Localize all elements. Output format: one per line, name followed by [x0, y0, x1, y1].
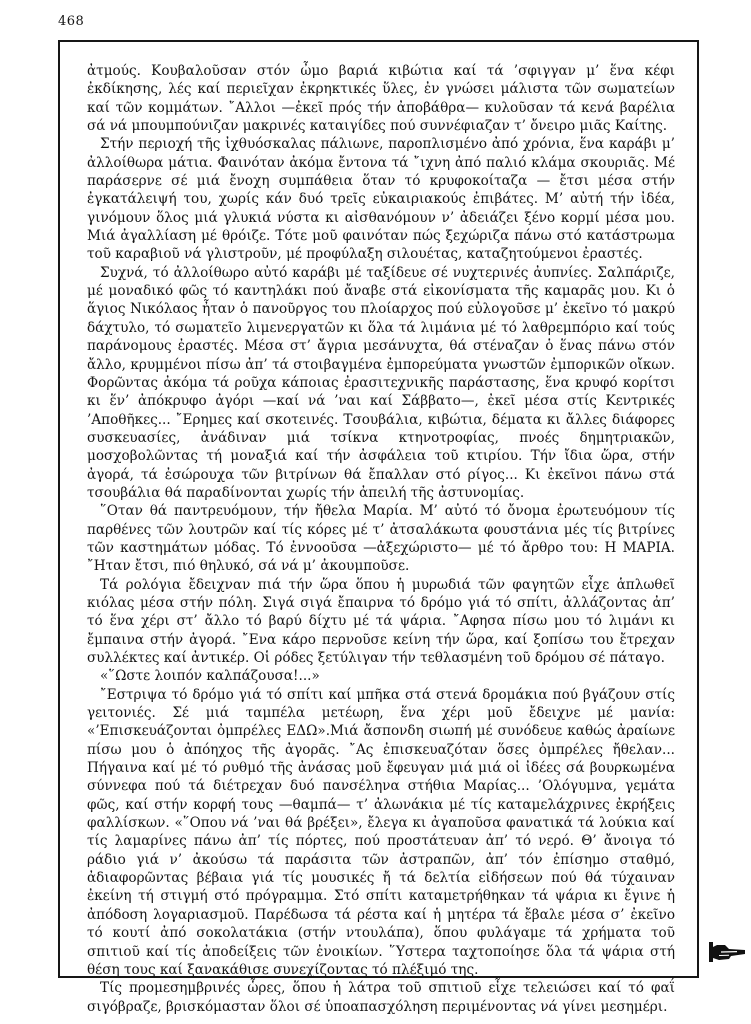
paragraph-8: Τίς προμεσημβρινές ὧρες, ὅπου ἡ λάτρα τοῦ σπιτιοῦ εἶχε τελειώσει καί τό φαΐ σιγόβραζε, βρισκόμασταν ὅλοι σέ ὑποαπασχόληση περιμένοντας νά γίνει μεσημέρι. [87, 980, 675, 1015]
paragraph-2: Στήν περιοχή τῆς ἰχθυόσκαλας πάλιωνε, παροπλισμένο ἀπό χρόνια, ἕνα καράβι μ’ ἀλλοίθωρα μάτια. Φαινόταν ἀκόμα ἔντονα τά ῎ιχνη ἀπό παλιό κλάμα σκουριᾶς. Μέ παράσερνε σέ μιά ἔνοχη συμπάθεια ὅταν τό κρυφοκοίταζα — ἔτσι μέσα στήν ἐγκατάλειψή του, χωρίς κάν δυό τρεῖς εὐκαιριακούς ἐπιβάτες. Μ’ αὐτή τήν ἰδέα, γινόμουν ὅλος μιά γλυκιά νύστα κι αἰσθανόμουν ν’ ἀδειάζει ξένο κορμί μέσα μου. Μιά ἀγαλλίαση μέ θρόιζε. Τότε μοῦ φαινόταν πώς ξεχώριζα πάνω στό κατάστρωμα τοῦ καραβιοῦ νά γλιστροῦν, μέ προφύλαξη σιλουέτας, καταζητούμενοι ἐραστές. [87, 136, 675, 263]
paragraph-5: Τά ρολόγια ἔδειχναν πιά τήν ὥρα ὅπου ἡ μυρωδιά τῶν φαγητῶν εἶχε ἁπλωθεῖ κιόλας μέσα στήν πόλη. Σιγά σιγά ἔπαιρνα τό δρόμο γιά τό σπίτι, ἀλλάζοντας ἀπ’ τό ἕνα χέρι στ’ ἄλλο τό βαρύ δίχτυ μέ τά ψάρια. ῎Αφησα πίσω μου τό λιμάνι κι ἔμπαινα στήν ἀγορά. ῎Ενα κάρο περνοῦσε κείνη τήν ὥρα, καί ξοπίσω του ἔτρεχαν συλλέκτες καί ἀντικέρ. Οἱ ρόδες ξετύλιγαν τήν τεθλασμένη τοῦ δρόμου σέ πάταγο. [87, 576, 675, 666]
paragraph-3: Συχνά, τό ἀλλοίθωρο αὐτό καράβι μέ ταξίδευε σέ νυχτερινές ἀυπνίες. Σαλπάριζε, μέ μοναδικό φῶς τό καντηλάκι πού ἄναβε στά εἰκονίσματα τῆς καμαρᾶς μου. Κι ὁ ἅγιος Νικόλαος ἦταν ὁ πανοῦργος του πλοίαρχος πού εὐλογοῦσε μ’ ἐκεῖνο τό μακρύ δάχτυλο, τό σωματεῖο λιμενεργατῶν κι ὅλα τά λιμάνια μέ τό λαθρεμπόριο καί τούς παράνομους ἐραστές. Μέσα στ’ ἄγρια μεσάνυχτα, θά στέναζαν ὁ ἕνας πάνω στόν ἄλλο, κρυμμένοι πίσω ἀπ’ τά στοιβαγμένα ἐμπορεύματα γνωστῶν ἐμπορικῶν οἴκων. Φορῶντας ἀκόμα τά ροῦχα κάποιας ἐρασιτεχνικῆς παράστασης, ἕνα κρυφό κορίτσι κι ἕν’ ἀπόκρυφο ἀγόρι —καί νά ’ναι καί Σάββατο—, ἐκεῖ μέσα στίς Κεντρικές ’Αποθῆκες... ῎Ερημες καί σκοτεινές. Τσουβάλια, κιβώτια, δέματα κι ἄλλες διάφορες συσκευασίες, ἀνάδιναν μιά τσίκνα κτηνοτροφίας, πνοές δημητριακῶν, μοσχοβολῶντας τή μοναξιά καί τήν ἀσφάλεια τοῦ κτιρίου. Τήν ἴδια ὥρα, στήν ἀγορά, τά ἐσώρουχα τῶν βιτρίνων θά ἔπαλλαν στό ρίγος... Κι ἐκεῖνοι πάνω στά τσουβάλια θά παραδίνονται χωρίς τήν ἀπειλή τῆς ἀστυνομίας. [87, 264, 675, 501]
paragraph-1: ἀτμούς. Κουβαλοῦσαν στόν ὦμο βαριά κιβώτια καί τά ’σφιγγαν μ’ ἕνα κέφι ἐκδίκησης, λές καί περιεῖχαν ἐκρηκτικές ὕλες, ἐν γνώσει μάλιστα τῶν σωματείων καί τῶν κομμάτων. ῎Αλλοι —ἐκεῖ πρός τήν ἀποβάθρα— κυλοῦσαν τά κενά βαρέλια σά νά μπουμπούνιζαν μακρινές καταιγίδες πού συννέφιαζαν τ’ ὄνειρο μιᾶς Καίτης. [87, 63, 675, 135]
paragraph-6: «῞Ωστε λοιπόν καλπάζουσα!...» [100, 668, 320, 685]
page-number: 468 [58, 14, 85, 29]
paragraph-4: ῞Οταν θά παντρευόμουν, τήν ἤθελα Μαρία. Μ’ αὐτό τό ὄνομα ἐρωτευόμουν τίς παρθένες τῶν λουτρῶν καί τίς κόρες μέ τ’ ἀτσαλάκωτα φουστάνια μές τίς βιτρίνες τῶν καστημάτων μόδας. Τό ἐννοοῦσα —ἀξεχώριστο— μέ τό ἄρθρο του: Η ΜΑΡΙΑ. ῎Ηταν ἔτσι, πιό θηλυκό, σά νά μ’ ἀκουμποῦσε. [87, 503, 675, 575]
paragraph-7: ῎Εστριψα τό δρόμο γιά τό σπίτι καί μπῆκα στά στενά δρομάκια πού βγάζουν στίς γειτονιές. Σέ μιά ταμπέλα μετέωρη, ἕνα χέρι μοῦ ἔδειχνε μέ μανία: «’Επισκευάζονται ὀμπρέλες ΕΔΩ».Μιά ἄσπονδη σιωπή μέ συνόδευε καθώς ἀραίωνε πίσω μου ὁ ἀπόηχος τῆς ἀγορᾶς. ῎Ας ἐπισκευαζόταν ὅσες ὀμπρέλες ἤθελαν... Πήγαινα καί μέ τό ρυθμό τῆς ἀνάσας μοῦ ἔφευγαν μιά μιά οἱ ἰδέες σά βουρκωμένα σύννεφα πού τά διέτρεχαν δυό πανσέληνα στήθια Μαρίας... ’Ολόγυμνα, γεμάτα φῶς, καί στήν κορφή τους —θαμπά— τ’ ἀλωνάκια μέ τίς καταμελάχρινες ἐκρήξεις φαλλίσκων. «῞Οπου νά ’ναι θά βρέξει», ἔλεγα κι ἀγαποῦσα φανατικά τά λούκια καί τίς λαμαρίνες πάνω ἀπ’ τίς πόρτες, πού προστάτευαν ἀπ’ τό νερό. Θ’ ἄνοιγα τό ράδιο γιά ν’ ἀκούσω τά παράσιτα τῶν ἀστραπῶν, ἀπ’ τόν ἐπίσημο σταθμό, ἀδιαφορῶντας βέβαια γιά τίς μουσικές ἤ τά δελτία εἰδήσεων πού θά τύχαιναν ἐκείνη τή στιγμή στό πρόγραμμα. Στό σπίτι καταμετρήθηκαν τά ψάρια κι ἔγινε ἡ ἀπόδοση λογαριασμοῦ. Παρέδωσα τά ρέστα καί ἡ μητέρα τά ἔβαλε μέσα σ’ ἐκεῖνο τό κουτί ἀπό σοκολατάκια (στήν ντουλάπα), ὅπου φυλάγαμε τά χρήματα τοῦ σπιτιοῦ καί τίς ἀποδείξεις τῶν ἐνοικίων. ῞Υστερα ταχτοποίησε ὅλα τά ψάρια στή θέση τους καί ξανακάθισε συνεχίζοντας τό πλέξιμό της. [87, 686, 675, 978]
body-text [87, 62, 675, 1016]
pointing-hand-icon [707, 939, 747, 965]
